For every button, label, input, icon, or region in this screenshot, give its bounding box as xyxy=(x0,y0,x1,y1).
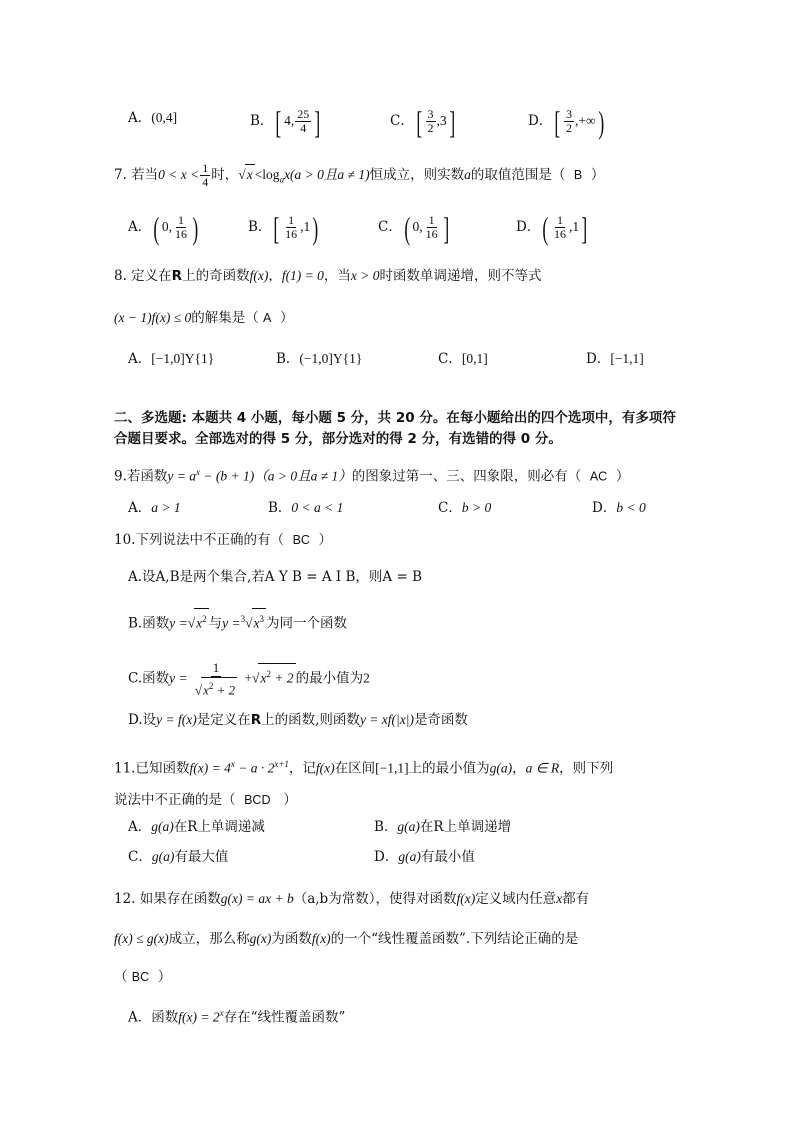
q11-option-d: D．g(a)有最小值 xyxy=(374,849,475,865)
q9-option-b: B．0 < a < 1 xyxy=(268,500,344,516)
q7-option-b: B．[ $\frac{1}{16}$ ,1) xyxy=(248,209,319,246)
section2-heading-line2: 合题目要求。全部选对的得 5 分，部分选对的得 2 分，有选错的得 0 分。 xyxy=(114,431,562,447)
q8-stem-line1: 8. 定义在R上的奇函数f(x)，f(1) = 0，当x > 0时函数单调递增，则不等式 xyxy=(114,268,542,284)
q10-option-a: A.设A,B是两个集合,若A Y B = A I B，则A = B xyxy=(128,569,423,585)
q12-option-a: A．函数$f(x) = 2^x$存在“线性覆盖函数” xyxy=(128,1008,346,1026)
q8-stem-line2: (x − 1)f(x) ≤ 0的解集是（ A ） xyxy=(114,310,294,326)
q8-option-d: D．[−1,1] xyxy=(586,351,644,367)
q11-option-b: B．g(a)在R上单调递增 xyxy=(374,819,512,835)
q6-option-b: B．[ 4, $\frac{25}{4}$ ] xyxy=(250,103,321,140)
q10-option-d: D.设y = f(x)是定义在R上的函数,则函数y = xf(|x|)是奇函数 xyxy=(128,712,468,728)
q12-stem-line2: f(x) ≤ g(x)成立，那么称g(x)为函数f(x)的一个“线性覆盖函数”.下列结论正确的是 xyxy=(114,931,579,947)
q9-option-d: D．b < 0 xyxy=(592,500,646,516)
q8-answer: A xyxy=(263,311,272,325)
q10-option-b: B.函数$y =√x^2$ 与$y =^3√x^3$ 为同一个函数 xyxy=(128,608,347,634)
q12-stem-line1: 12. 如果存在函数g(x) = ax + b（a,b为常数），使得对函数f(x)定义域内任意x都有 xyxy=(114,891,590,907)
q12-answer: BC xyxy=(131,970,150,984)
q6-option-c: C．[ $\frac{3}{2}$ ,3] xyxy=(390,103,455,140)
q12-answer-line: （ BC ） xyxy=(114,969,172,985)
q11-stem-line1: 11.已知函数$f(x) = 4^x - a \cdot 2^{x+1}$，记f(x)在区间[−1,1]上的最小值为g(a)，a ∈ R，则下列 xyxy=(114,759,614,777)
q11-option-a: A．g(a)在R上单调递减 xyxy=(128,819,265,835)
q11-option-c: C．g(a)有最大值 xyxy=(128,849,229,865)
q8-option-c: C．[0,1] xyxy=(438,351,488,367)
q9-stem: 9.若函数$y = a^x - (b + 1)(a > 0$且a ≠ 1）的图象过第一、三、四象限，则必有（ AC ） xyxy=(114,467,630,485)
q9-answer: AC xyxy=(589,469,608,484)
q6-option-a: A．(0,4] xyxy=(128,110,178,126)
q7-stem: 7. 若当0 < x < $\frac{1}{4}$ 时，$√x <\log_ax(a > 0$且a ≠ 1)恒成立，则实数a的取值范围是（ B ） xyxy=(114,161,605,189)
q7-option-c: C．( 0, $\frac{1}{16}$ ] xyxy=(378,209,449,246)
q11-answer: BCD xyxy=(244,793,271,807)
q10-answer: BC xyxy=(292,533,310,547)
q9-option-c: C．b > 0 xyxy=(438,500,492,516)
q10-stem: 10.下列说法中不正确的有（ BC ） xyxy=(114,532,333,548)
q7-option-a: A．( 0, $\frac{1}{16}$ ) xyxy=(128,209,199,246)
q7-answer: B xyxy=(573,168,583,182)
q11-stem-line2: 说法中不正确的是（ BCD ） xyxy=(114,792,297,808)
q9-option-a: A．a > 1 xyxy=(128,500,181,516)
q8-option-a: A．[−1,0]Y{1} xyxy=(128,351,215,367)
q8-option-b: B．(−1,0]Y{1} xyxy=(276,351,363,367)
q7-option-d: D．( $\frac{1}{16}$ ,1] xyxy=(516,209,588,246)
section2-heading-line1: 二、多选题: 本题共 4 小题，每小题 5 分，共 20 分。在每小题给出的四个选项中，有多项符 xyxy=(114,410,676,426)
q6-option-d: D．[ $\frac{3}{2}$ ,+∞) xyxy=(528,103,604,140)
q10-option-c: C.函数y = $\frac{1}{√x^2 + 2}$ $+√x^2 + 2$ 的最小值为2 xyxy=(128,660,370,698)
